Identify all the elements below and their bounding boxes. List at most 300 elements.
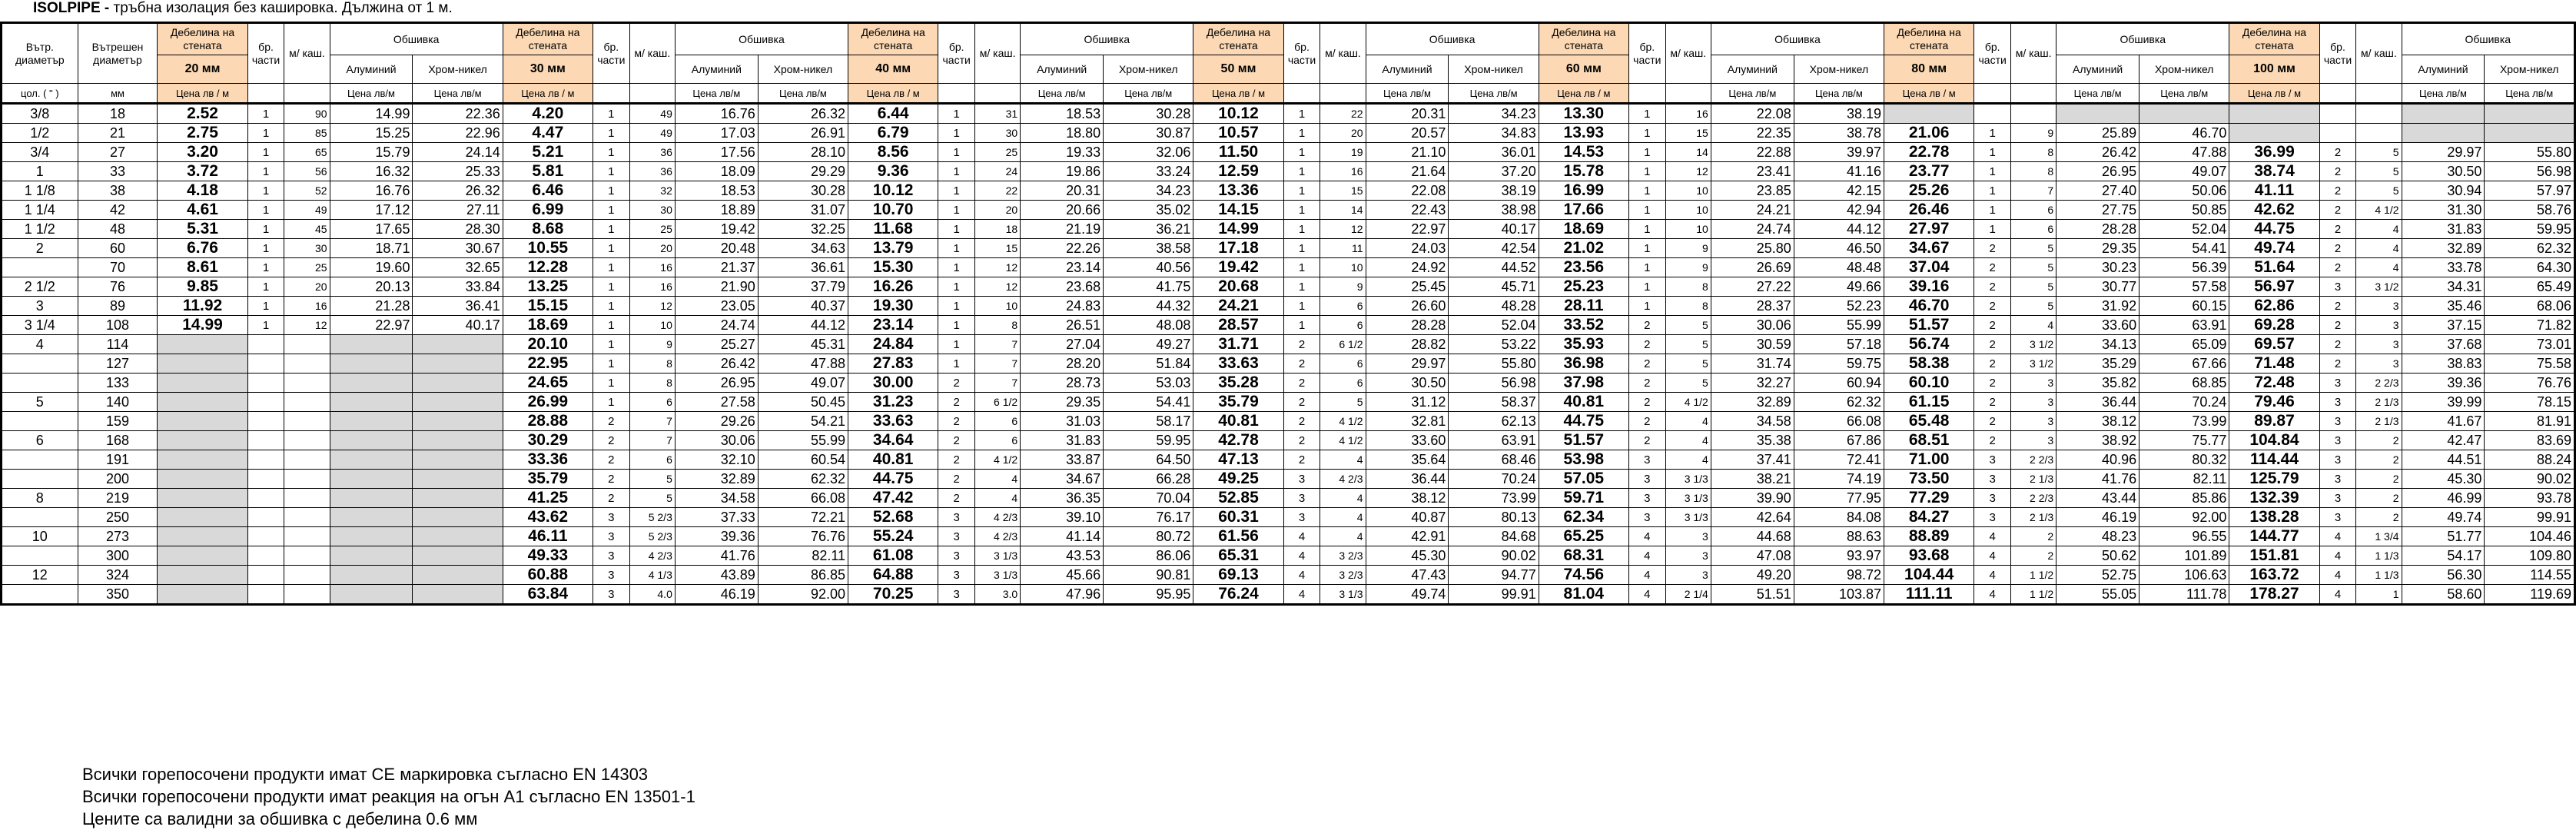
cell-wall-price: 9.36	[848, 162, 938, 181]
cell-per-box-unavailable	[284, 566, 330, 585]
cell-inch-diameter	[2, 450, 78, 470]
cell-inch-diameter: 2 1/2	[2, 277, 78, 297]
header-per-box: м/ каш.	[975, 23, 1021, 84]
cell-aluminium-price: 41.14	[1021, 527, 1104, 546]
cell-wall-price: 73.50	[1884, 470, 1974, 489]
cell-wall-price: 56.97	[2229, 277, 2319, 297]
cell-per-box: 16	[284, 297, 330, 316]
cell-wall-price: 4.20	[503, 104, 593, 124]
cell-wall-price: 33.63	[1193, 354, 1283, 374]
cell-chrome-price: 67.86	[1794, 431, 1884, 450]
cell-pieces: 1	[247, 124, 284, 143]
cell-wall-price: 13.30	[1539, 104, 1628, 124]
cell-per-box: 5	[2356, 181, 2402, 201]
cell-per-box: 5	[2011, 239, 2056, 258]
cell-per-box: 10	[975, 297, 1021, 316]
cell-wall-price: 10.57	[1193, 124, 1283, 143]
header-price-unit: Цена лв/м	[1104, 84, 1193, 104]
cell-wall-price: 15.78	[1539, 162, 1628, 181]
cell-pieces: 4	[1974, 585, 2011, 605]
cell-pieces: 4	[1283, 566, 1320, 585]
cell-chrome-price: 92.00	[758, 585, 848, 605]
cell-per-box: 8	[2011, 162, 2056, 181]
header-price-unit: Цена лв / м	[503, 84, 593, 104]
cell-aluminium-price: 26.69	[1711, 258, 1794, 277]
cell-per-box: 2	[2356, 489, 2402, 508]
cell-aluminium-price: 36.44	[1366, 470, 1449, 489]
cell-wall-price: 49.25	[1193, 470, 1283, 489]
cell-chrome-unavailable	[413, 335, 503, 354]
cell-aluminium-price: 29.97	[1366, 354, 1449, 374]
cell-wall-price: 35.79	[1193, 393, 1283, 412]
cell-wall-price: 47.42	[848, 489, 938, 508]
cell-mm-diameter: 89	[78, 297, 158, 316]
cell-wall-price: 81.04	[1539, 585, 1628, 605]
cell-pieces: 1	[593, 258, 629, 277]
header-chrome-nickel: Хром-никел	[2139, 55, 2229, 84]
cell-chrome-price: 36.61	[758, 258, 848, 277]
header-empty-cell	[593, 84, 629, 104]
cell-pieces: 3	[2319, 470, 2356, 489]
cell-per-box: 6 1/2	[975, 393, 1021, 412]
cell-per-box: 49	[284, 201, 330, 220]
cell-wall-price: 5.81	[503, 162, 593, 181]
cell-pieces: 2	[593, 431, 629, 450]
cell-wall-price: 6.46	[503, 181, 593, 201]
cell-aluminium-price: 28.37	[1711, 297, 1794, 316]
header-empty-cell	[2319, 84, 2356, 104]
cell-wall-price: 3.72	[158, 162, 247, 181]
cell-per-box: 2 1/4	[1665, 585, 1711, 605]
cell-wall-price: 14.15	[1193, 201, 1283, 220]
cell-aluminium-price: 23.85	[1711, 181, 1794, 201]
cell-pieces: 1	[938, 335, 975, 354]
cell-per-box: 4	[975, 489, 1021, 508]
cell-mm-diameter: 273	[78, 527, 158, 546]
cell-per-box: 7	[975, 335, 1021, 354]
cell-per-box: 3	[2011, 431, 2056, 450]
cell-chrome-price: 75.58	[2485, 354, 2575, 374]
note-cladding: Цените са валидни за обшивка с дебелина 0.6 мм	[82, 809, 478, 828]
cell-wall-price: 19.42	[1193, 258, 1283, 277]
cell-wall-price: 71.48	[2229, 354, 2319, 374]
cell-wall-price: 76.24	[1193, 585, 1283, 605]
cell-wall-unavailable	[158, 412, 247, 431]
header-cladding: Обшивка	[1711, 23, 1884, 55]
cell-mm-diameter: 42	[78, 201, 158, 220]
cell-chrome-price: 55.99	[758, 431, 848, 450]
cell-pieces: 1	[938, 239, 975, 258]
cell-mm-diameter: 108	[78, 316, 158, 335]
cell-chrome-price: 82.11	[2139, 470, 2229, 489]
cell-chrome-price: 62.32	[1794, 393, 1884, 412]
cell-pieces: 1	[1628, 143, 1665, 162]
cell-chrome-price: 32.65	[413, 258, 503, 277]
cell-pieces: 2	[593, 489, 629, 508]
cell-wall-price: 18.69	[1539, 220, 1628, 239]
cell-pieces: 3	[1628, 508, 1665, 527]
cell-wall-price: 8.56	[848, 143, 938, 162]
cell-wall-price: 14.53	[1539, 143, 1628, 162]
cell-mm-diameter: 133	[78, 374, 158, 393]
cell-chrome-price: 68.85	[2139, 374, 2229, 393]
cell-chrome-price: 84.68	[1449, 527, 1539, 546]
cell-aluminium-unavailable	[330, 489, 413, 508]
cell-pieces: 1	[593, 162, 629, 181]
cell-chrome-price: 44.12	[758, 316, 848, 335]
cell-per-box: 9	[1665, 239, 1711, 258]
cell-per-box: 3.0	[975, 585, 1021, 605]
header-wall-thickness: Дебелина на стената	[1539, 23, 1628, 55]
cell-per-box: 25	[284, 258, 330, 277]
cell-aluminium-price: 45.66	[1021, 566, 1104, 585]
cell-per-box: 1 1/3	[2356, 546, 2402, 566]
cell-wall-price: 111.11	[1884, 585, 1974, 605]
cell-mm-diameter: 76	[78, 277, 158, 297]
cell-pieces: 4	[1628, 546, 1665, 566]
cell-aluminium-price: 25.89	[2056, 124, 2139, 143]
cell-pieces: 1	[247, 220, 284, 239]
cell-wall-price: 11.92	[158, 297, 247, 316]
cell-per-box: 7	[975, 354, 1021, 374]
cell-per-box: 4 2/3	[629, 546, 675, 566]
cell-pieces: 3	[593, 527, 629, 546]
cell-chrome-price: 65.09	[2139, 335, 2229, 354]
cell-per-box: 1 1/2	[2011, 566, 2056, 585]
cell-mm-diameter: 60	[78, 239, 158, 258]
cell-chrome-price: 49.07	[758, 374, 848, 393]
cell-wall-price: 79.46	[2229, 393, 2319, 412]
cell-wall-price: 8.68	[503, 220, 593, 239]
cell-per-box: 2 2/3	[2011, 450, 2056, 470]
header-empty-cell	[2356, 84, 2402, 104]
cell-chrome-price: 30.28	[758, 181, 848, 201]
cell-per-box: 11	[1320, 239, 1366, 258]
cell-pieces: 4	[2319, 546, 2356, 566]
cell-wall-price: 68.51	[1884, 431, 1974, 450]
cell-chrome-price: 51.84	[1104, 354, 1193, 374]
cell-chrome-price: 55.99	[1794, 316, 1884, 335]
cell-per-box: 52	[284, 181, 330, 201]
cell-per-box: 6	[1320, 297, 1366, 316]
header-wall-thickness: Дебелина на стената	[2229, 23, 2319, 55]
cell-wall-unavailable	[158, 546, 247, 566]
cell-pieces-unavailable	[247, 585, 284, 605]
cell-aluminium-price: 44.68	[1711, 527, 1794, 546]
cell-aluminium-price: 31.03	[1021, 412, 1104, 431]
cell-mm-diameter: 324	[78, 566, 158, 585]
cell-pieces: 2	[1283, 450, 1320, 470]
cell-per-box: 10	[1665, 201, 1711, 220]
cell-chrome-unavailable	[413, 489, 503, 508]
cell-pieces: 1	[593, 181, 629, 201]
cell-aluminium-price: 39.10	[1021, 508, 1104, 527]
cell-wall-price: 2.75	[158, 124, 247, 143]
header-price-unit: Цена лв/м	[1794, 84, 1884, 104]
cell-chrome-price: 38.58	[1104, 239, 1193, 258]
header-price-unit: Цена лв/м	[1366, 84, 1449, 104]
cell-chrome-unavailable	[413, 546, 503, 566]
cell-chrome-price: 25.33	[413, 162, 503, 181]
cell-per-box: 16	[629, 277, 675, 297]
cell-inch-diameter	[2, 546, 78, 566]
cell-per-box: 5 2/3	[629, 508, 675, 527]
cell-wall-price: 26.99	[503, 393, 593, 412]
cell-per-box: 9	[629, 335, 675, 354]
cell-pieces: 2	[1974, 277, 2011, 297]
header-wall-thickness: Дебелина на стената	[1193, 23, 1283, 55]
cell-per-box: 3 1/3	[1665, 508, 1711, 527]
cell-wall-price: 40.81	[1539, 393, 1628, 412]
cell-aluminium-price: 31.30	[2402, 201, 2485, 220]
cell-pieces: 3	[1974, 489, 2011, 508]
cell-per-box: 32	[629, 181, 675, 201]
cell-per-box: 16	[1665, 104, 1711, 124]
cell-per-box: 2 1/3	[2356, 393, 2402, 412]
cell-per-box: 12	[1665, 162, 1711, 181]
cell-per-box: 3 1/2	[2011, 335, 2056, 354]
cell-pieces: 2	[1628, 335, 1665, 354]
cell-chrome-price: 55.80	[1449, 354, 1539, 374]
cell-wall-price: 61.08	[848, 546, 938, 566]
cell-per-box-empty	[2356, 124, 2402, 143]
cell-aluminium-price: 18.53	[675, 181, 758, 201]
cell-inch-diameter: 3	[2, 297, 78, 316]
cell-aluminium-price: 47.43	[1366, 566, 1449, 585]
cell-aluminium-price: 50.62	[2056, 546, 2139, 566]
header-chrome-nickel: Хром-никел	[758, 55, 848, 84]
cell-aluminium-price: 24.92	[1366, 258, 1449, 277]
cell-chrome-price: 39.97	[1794, 143, 1884, 162]
cell-wall-price: 151.81	[2229, 546, 2319, 566]
cell-pieces: 3	[2319, 277, 2356, 297]
cell-per-box: 10	[629, 316, 675, 335]
cell-per-box: 3 2/3	[1320, 546, 1366, 566]
cell-aluminium-unavailable	[330, 335, 413, 354]
cell-pieces: 2	[1974, 393, 2011, 412]
cell-aluminium-price: 34.58	[1711, 412, 1794, 431]
cell-per-box: 3 1/3	[975, 546, 1021, 566]
cell-wall-price: 65.31	[1193, 546, 1283, 566]
cell-aluminium-price: 20.48	[675, 239, 758, 258]
cell-aluminium-price: 22.97	[330, 316, 413, 335]
cell-pieces: 2	[938, 470, 975, 489]
cell-wall-price: 69.57	[2229, 335, 2319, 354]
notes	[82, 763, 695, 830]
cell-wall-price: 15.30	[848, 258, 938, 277]
table-row	[2, 181, 2575, 201]
cell-aluminium-price: 32.89	[675, 470, 758, 489]
cell-aluminium-price: 49.74	[2402, 508, 2485, 527]
cell-per-box: 25	[975, 143, 1021, 162]
cell-per-box: 3 1/3	[1665, 470, 1711, 489]
header-pieces: бр. части	[1283, 23, 1320, 84]
cell-inch-diameter	[2, 470, 78, 489]
cell-pieces: 4	[2319, 527, 2356, 546]
cell-per-box: 3 1/3	[975, 566, 1021, 585]
cell-aluminium-price: 32.27	[1711, 374, 1794, 393]
cell-chrome-price: 99.91	[2485, 508, 2575, 527]
cell-pieces: 1	[1283, 201, 1320, 220]
cell-per-box: 1 1/3	[2356, 566, 2402, 585]
cell-wall-price: 144.77	[2229, 527, 2319, 546]
cell-wall-unavailable	[158, 585, 247, 605]
cell-chrome-price: 32.06	[1104, 143, 1193, 162]
header-empty-cell	[1974, 84, 2011, 104]
cell-per-box: 56	[284, 162, 330, 181]
cell-wall-price: 31.71	[1193, 335, 1283, 354]
cell-wall-price: 25.26	[1884, 181, 1974, 201]
cell-per-box: 20	[1320, 124, 1366, 143]
cell-chrome-price: 58.17	[1104, 412, 1193, 431]
cell-per-box: 16	[1320, 162, 1366, 181]
cell-wall-price: 33.36	[503, 450, 593, 470]
cell-aluminium-unavailable	[2402, 104, 2485, 124]
cell-wall-price: 20.68	[1193, 277, 1283, 297]
cell-wall-unavailable	[158, 335, 247, 354]
cell-aluminium-price: 24.21	[1711, 201, 1794, 220]
cell-per-box: 5	[1665, 316, 1711, 335]
cell-per-box: 24	[975, 162, 1021, 181]
cell-aluminium-price: 34.13	[2056, 335, 2139, 354]
cell-aluminium-price: 58.60	[2402, 585, 2485, 605]
cell-pieces: 1	[1628, 181, 1665, 201]
cell-mm-diameter: 350	[78, 585, 158, 605]
cell-pieces: 2	[938, 431, 975, 450]
cell-per-box: 4	[2356, 258, 2402, 277]
cell-per-box: 25	[629, 220, 675, 239]
cell-aluminium-price: 37.33	[675, 508, 758, 527]
cell-pieces: 1	[247, 316, 284, 335]
header-aluminium: Алуминий	[2402, 55, 2485, 84]
cell-wall-price: 11.50	[1193, 143, 1283, 162]
cell-chrome-price: 49.07	[2139, 162, 2229, 181]
cell-aluminium-price: 37.15	[2402, 316, 2485, 335]
cell-pieces: 1	[1628, 162, 1665, 181]
cell-pieces: 2	[2319, 239, 2356, 258]
cell-aluminium-price: 33.60	[1366, 431, 1449, 450]
cell-aluminium-price: 17.56	[675, 143, 758, 162]
cell-aluminium-price: 23.41	[1711, 162, 1794, 181]
cell-pieces: 1	[938, 220, 975, 239]
table-row	[2, 162, 2575, 181]
cell-wall-price: 4.18	[158, 181, 247, 201]
cell-per-box: 20	[629, 239, 675, 258]
cell-wall-price: 4.47	[503, 124, 593, 143]
cell-aluminium-price: 28.28	[2056, 220, 2139, 239]
cell-chrome-price: 60.15	[2139, 297, 2229, 316]
cell-pieces: 1	[247, 143, 284, 162]
cell-pieces: 2	[2319, 316, 2356, 335]
cell-per-box-empty	[2356, 104, 2402, 124]
cell-wall-price: 114.44	[2229, 450, 2319, 470]
cell-wall-price: 35.93	[1539, 335, 1628, 354]
cell-per-box: 9	[1320, 277, 1366, 297]
cell-aluminium-price: 46.19	[675, 585, 758, 605]
cell-per-box: 5 2/3	[629, 527, 675, 546]
cell-aluminium-price: 32.89	[2402, 239, 2485, 258]
cell-aluminium-price: 38.12	[1366, 489, 1449, 508]
cell-per-box: 3	[2356, 297, 2402, 316]
cell-pieces: 2	[593, 450, 629, 470]
cell-chrome-price: 29.29	[758, 162, 848, 181]
cell-pieces: 1	[938, 316, 975, 335]
cell-wall-unavailable	[158, 431, 247, 450]
cell-aluminium-price: 51.77	[2402, 527, 2485, 546]
header-price-unit: Цена лв/м	[330, 84, 413, 104]
cell-inch-diameter	[2, 585, 78, 605]
cell-wall-unavailable	[158, 508, 247, 527]
header-thickness-value: 80 мм	[1884, 55, 1974, 84]
cell-wall-price: 69.28	[2229, 316, 2319, 335]
cell-per-box: 6	[975, 412, 1021, 431]
cell-aluminium-price: 29.35	[1021, 393, 1104, 412]
cell-inch-diameter: 1 1/2	[2, 220, 78, 239]
cell-per-box: 3 1/2	[2011, 354, 2056, 374]
cell-wall-price: 53.98	[1539, 450, 1628, 470]
cell-aluminium-price: 47.08	[1711, 546, 1794, 566]
cell-chrome-price: 70.24	[1449, 470, 1539, 489]
cell-per-box: 31	[975, 104, 1021, 124]
cell-aluminium-price: 36.44	[2056, 393, 2139, 412]
cell-mm-diameter: 200	[78, 470, 158, 489]
cell-pieces: 2	[938, 412, 975, 431]
cell-per-box: 85	[284, 124, 330, 143]
cell-aluminium-unavailable	[330, 566, 413, 585]
cell-pieces-unavailable	[247, 546, 284, 566]
cell-aluminium-price: 19.60	[330, 258, 413, 277]
cell-chrome-price: 40.56	[1104, 258, 1193, 277]
cell-pieces: 2	[1974, 412, 2011, 431]
cell-aluminium-price: 51.51	[1711, 585, 1794, 605]
cell-chrome-price: 30.87	[1104, 124, 1193, 143]
header-wall-thickness: Дебелина на стената	[503, 23, 593, 55]
cell-wall-price: 27.83	[848, 354, 938, 374]
cell-per-box-unavailable	[284, 393, 330, 412]
cell-per-box: 3	[2356, 316, 2402, 335]
cell-pieces: 1	[593, 393, 629, 412]
cell-pieces: 1	[938, 201, 975, 220]
cell-pieces: 2	[2319, 258, 2356, 277]
cell-pieces: 2	[1974, 258, 2011, 277]
cell-chrome-price: 62.32	[2485, 239, 2575, 258]
header-aluminium: Алуминий	[330, 55, 413, 84]
cell-pieces: 3	[593, 585, 629, 605]
cell-pieces: 2	[1283, 431, 1320, 450]
cell-per-box: 49	[629, 124, 675, 143]
cell-aluminium-price: 52.75	[2056, 566, 2139, 585]
cell-per-box: 4 1/2	[1320, 431, 1366, 450]
cell-mm-diameter: 219	[78, 489, 158, 508]
cell-wall-price: 17.66	[1539, 201, 1628, 220]
cell-chrome-price: 67.66	[2139, 354, 2229, 374]
header-chrome-nickel: Хром-никел	[1104, 55, 1193, 84]
cell-aluminium-price: 40.87	[1366, 508, 1449, 527]
header-thickness-value: 60 мм	[1539, 55, 1628, 84]
cell-pieces-unavailable	[247, 450, 284, 470]
cell-chrome-price: 57.58	[2139, 277, 2229, 297]
table-row	[2, 470, 2575, 489]
cell-aluminium-unavailable	[330, 450, 413, 470]
cell-aluminium-price: 26.42	[2056, 143, 2139, 162]
cell-chrome-price: 63.91	[2139, 316, 2229, 335]
cell-per-box: 3 1/3	[1665, 489, 1711, 508]
cell-aluminium-price: 43.44	[2056, 489, 2139, 508]
cell-pieces: 1	[593, 220, 629, 239]
cell-pieces: 1	[247, 297, 284, 316]
cell-chrome-price: 60.54	[758, 450, 848, 470]
cell-chrome-price: 58.76	[2485, 201, 2575, 220]
